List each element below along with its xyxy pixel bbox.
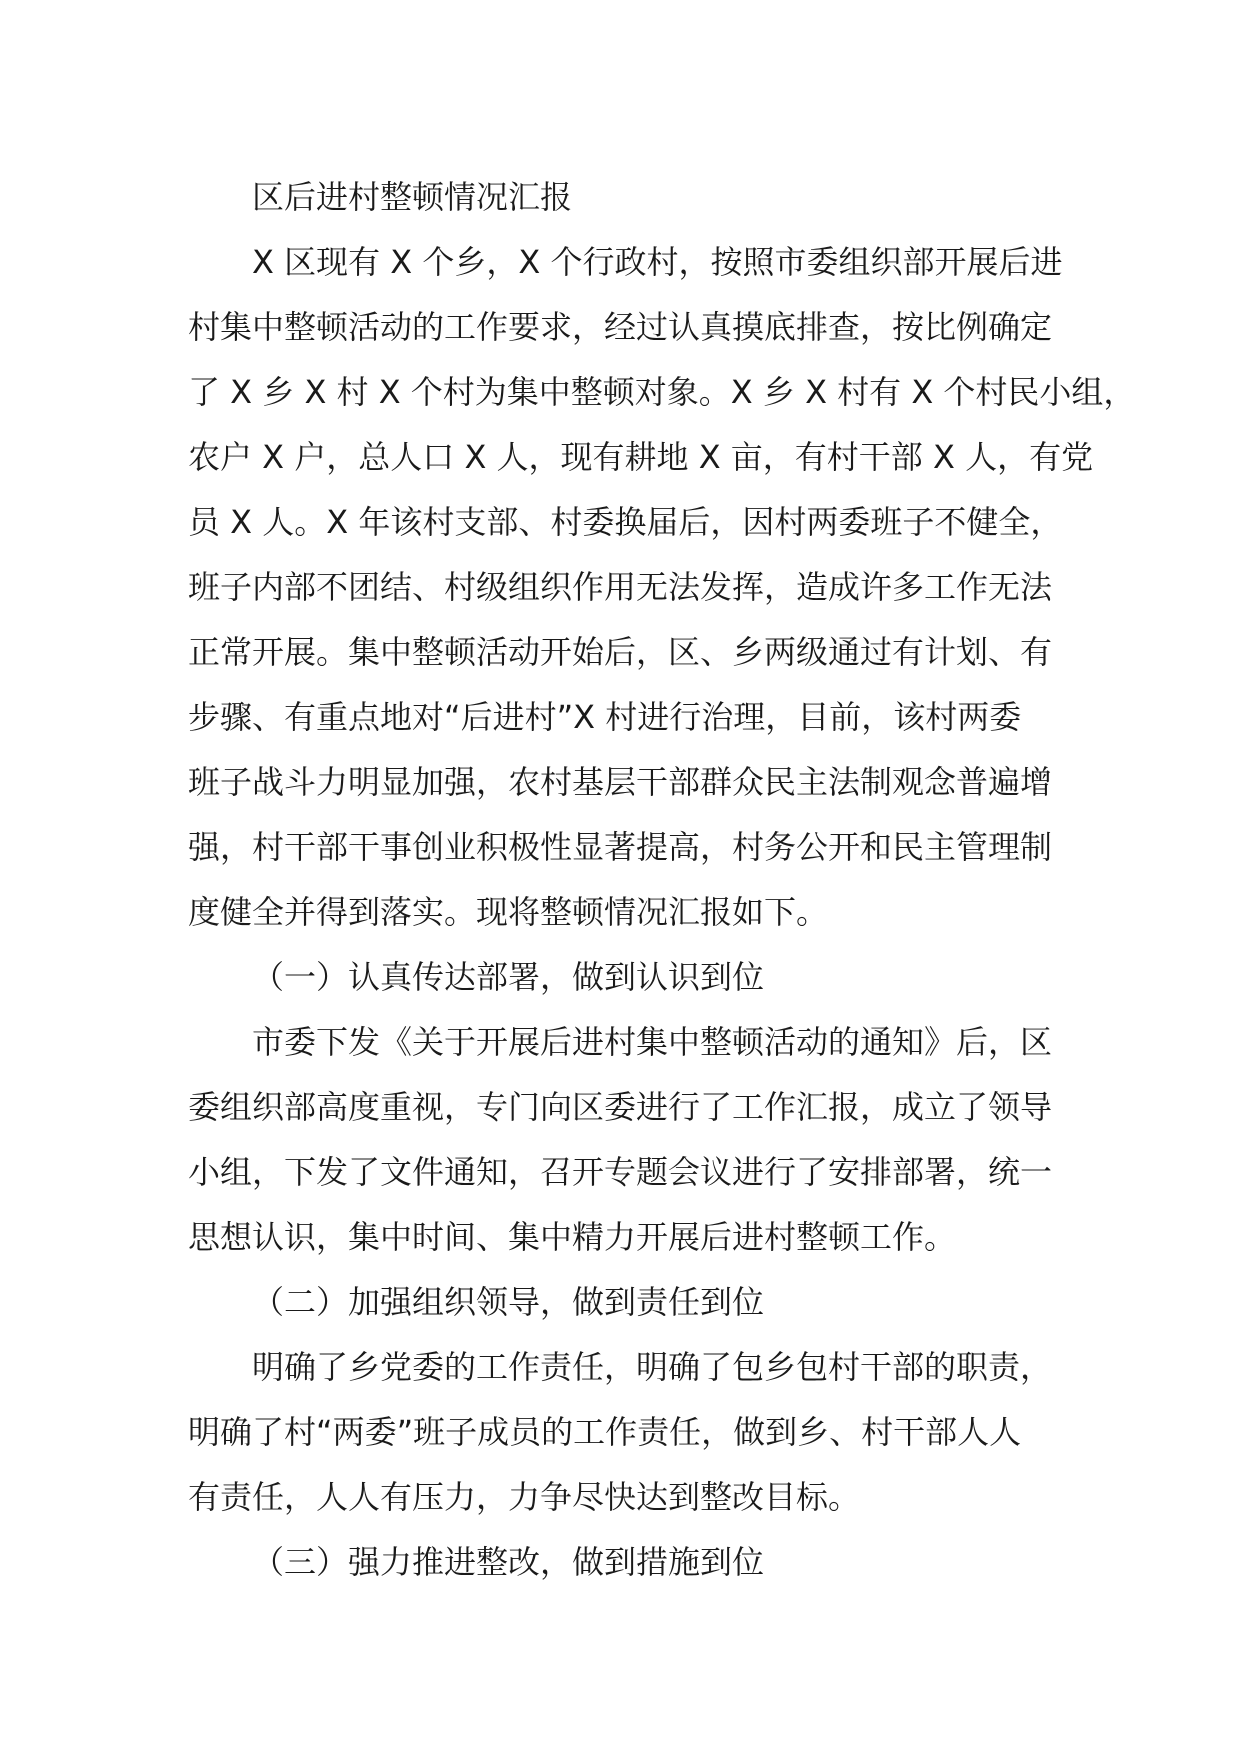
section-1-heading: （一）认真传达部署，做到认识到位 xyxy=(252,958,765,996)
intro-paragraph xyxy=(188,230,1136,945)
intro-line: 员 X 人。X 年该村支部、村委换届后，因村两委班子不健全， xyxy=(188,503,1063,541)
intro-line: 村集中整顿活动的工作要求，经过认真摸底排查，按比例确定 xyxy=(188,308,1053,346)
section-1-paragraph xyxy=(188,1010,1088,1270)
document-body xyxy=(188,165,1136,1595)
intro-line: 了 X 乡 X 村 X 个村为集中整顿对象。X 乡 X 村有 X 个村民小组， xyxy=(188,373,1136,411)
intro-line: 班子内部不团结、村级组织作用无法发挥，造成许多工作无法 xyxy=(188,568,1053,606)
intro-line: 步骤、有重点地对“后进村”X 村进行治理，目前，该村两委 xyxy=(188,698,1022,736)
intro-line: 正常开展。集中整顿活动开始后，区、乡两级通过有计划、有 xyxy=(188,633,1053,671)
section-2-heading: （二）加强组织领导，做到责任到位 xyxy=(252,1283,765,1321)
section-1-line: 小组，下发了文件通知，召开专题会议进行了安排部署，统一 xyxy=(188,1153,1053,1191)
intro-line: 强，村干部干事创业积极性显著提高，村务公开和民主管理制 xyxy=(188,828,1053,866)
section-1-line: 思想认识，集中时间、集中精力开展后进村整顿工作。 xyxy=(188,1218,957,1256)
section-1-line: 市委下发《关于开展后进村集中整顿活动的通知》后，区 xyxy=(252,1023,1053,1061)
section-2-line: 明确了村“两委”班子成员的工作责任，做到乡、村干部人人 xyxy=(188,1413,1022,1451)
section-2-line: 明确了乡党委的工作责任，明确了包乡包村干部的职责， xyxy=(252,1348,1053,1386)
section-3-heading: （三）强力推进整改，做到措施到位 xyxy=(252,1543,765,1581)
intro-line: X 区现有 X 个乡，X 个行政村，按照市委组织部开展后进 xyxy=(252,243,1063,281)
document-title: 区后进村整顿情况汇报 xyxy=(252,178,573,216)
section-2-paragraph xyxy=(188,1335,1088,1530)
intro-line: 农户 X 户，总人口 X 人，现有耕地 X 亩，有村干部 X 人，有党 xyxy=(188,438,1094,476)
intro-line: 度健全并得到落实。现将整顿情况汇报如下。 xyxy=(188,893,829,931)
intro-line: 班子战斗力明显加强，农村基层干部群众民主法制观念普遍增 xyxy=(188,763,1053,801)
section-2-line: 有责任，人人有压力，力争尽快达到整改目标。 xyxy=(188,1478,861,1516)
section-1-line: 委组织部高度重视，专门向区委进行了工作汇报，成立了领导 xyxy=(188,1088,1053,1126)
